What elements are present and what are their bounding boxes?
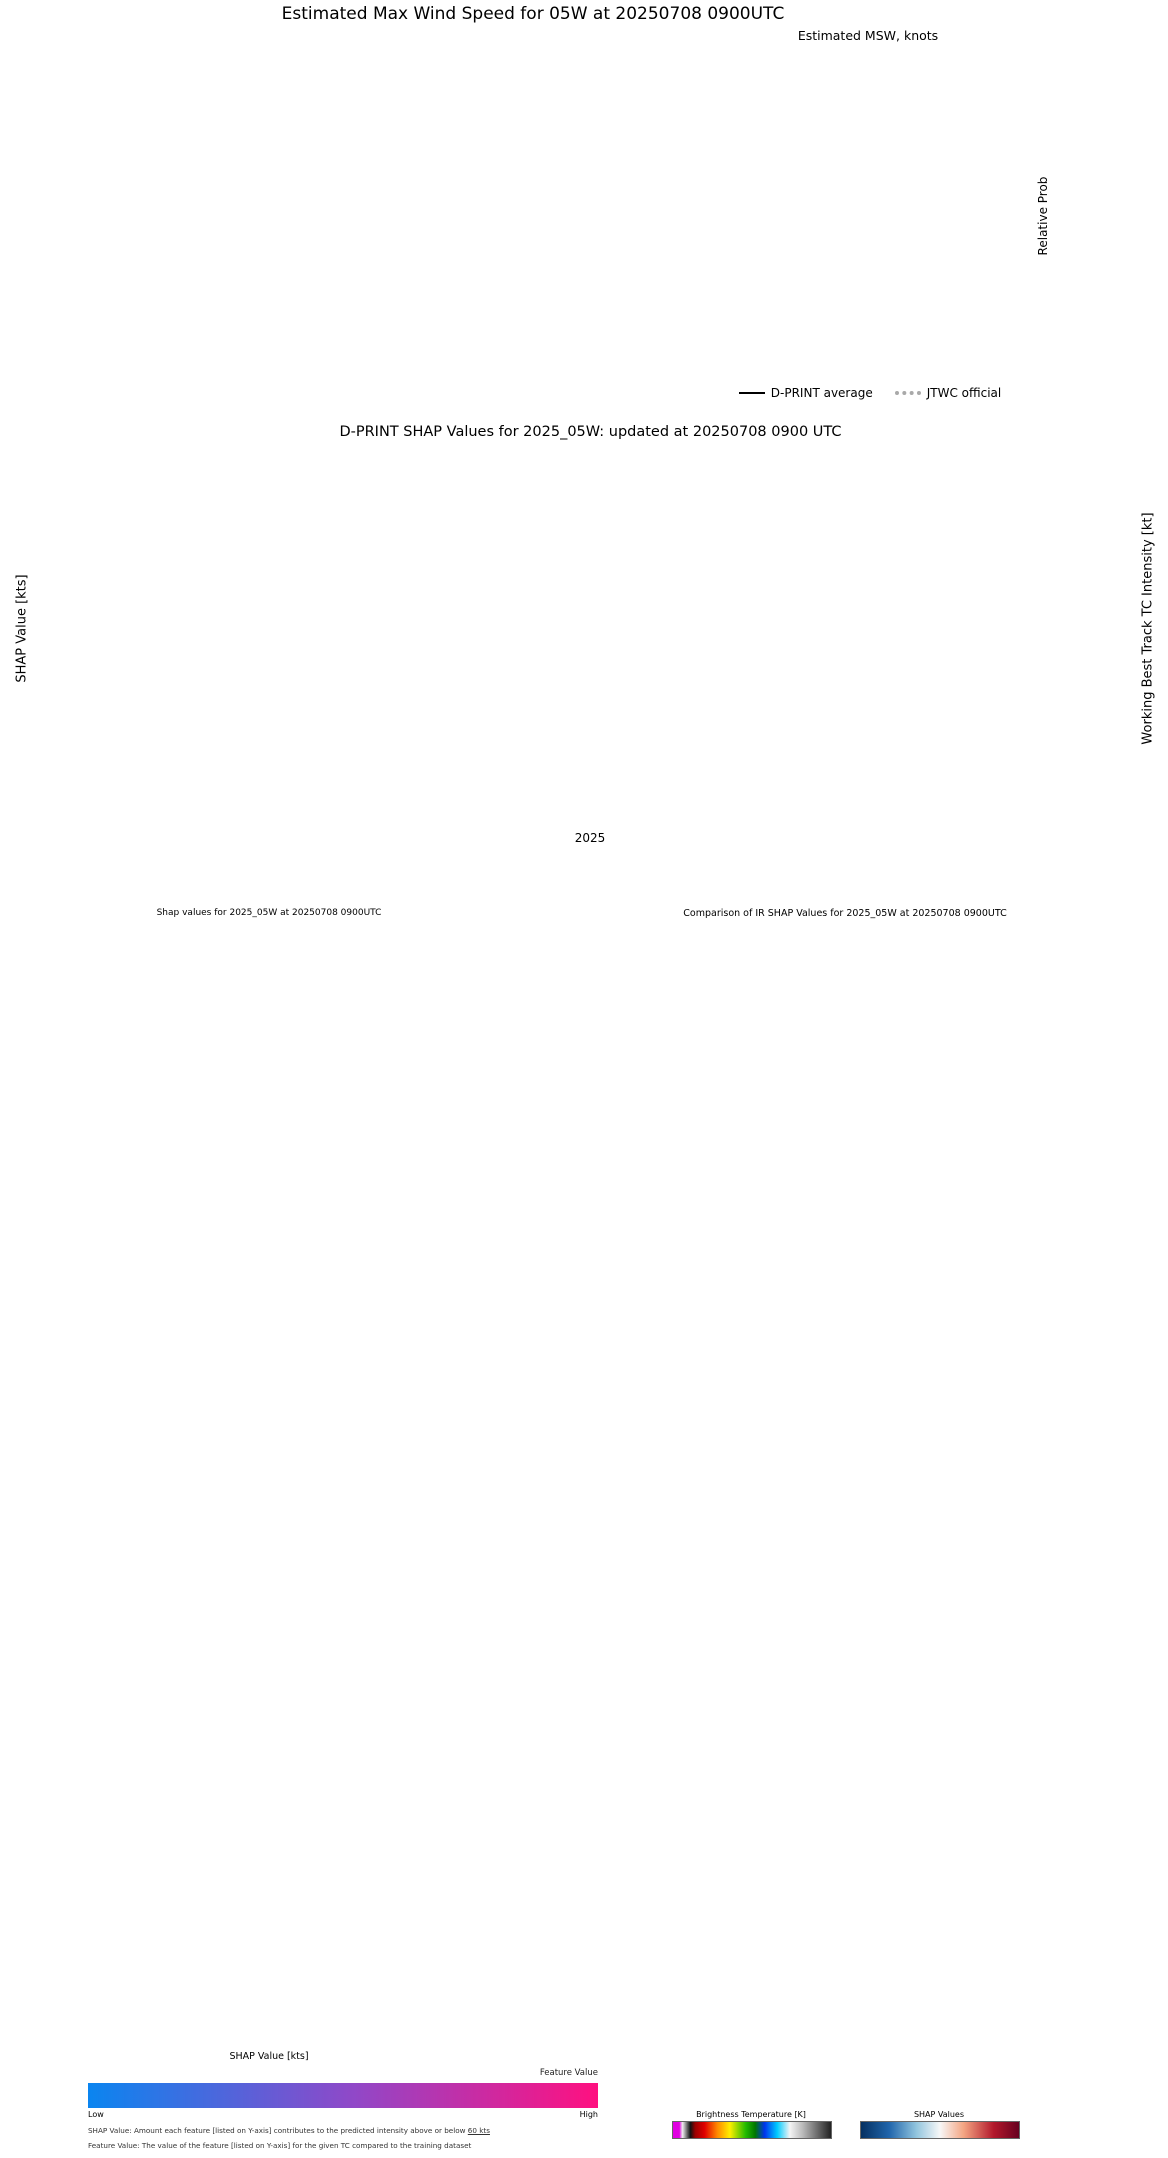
- legend-item-jtwc: [895, 386, 1002, 400]
- bt-colorbar-title: Brightness Temperature [K]: [696, 2110, 806, 2119]
- legend-item-dprint: [739, 386, 873, 400]
- timeseries-legend-row2: [88, 874, 1093, 892]
- timeseries-ylabel-right: Working Best Track TC Intensity [kt]: [1140, 512, 1156, 745]
- shap-values-colorbar: [860, 2121, 1020, 2139]
- page-title: Estimated Max Wind Speed for 05W at 20250708 0900UTC: [281, 4, 785, 24]
- histogram-legend: [640, 384, 1100, 402]
- colorbar-low-label: Low: [88, 2110, 104, 2119]
- feature-value-colorbar: [88, 2083, 598, 2108]
- footnote-underlined: 60 kts: [467, 2126, 490, 2135]
- shap-colorbar-title: SHAP Values: [913, 2110, 965, 2119]
- footnote-text: SHAP Value: Amount each feature [listed on Y-axis] contributes to the predicted intensity above or below: [88, 2126, 468, 2135]
- timeseries-ylabel-left: SHAP Value [kts]: [14, 574, 30, 683]
- dotplot-title: Shap values for 2025_05W at 20250708 0900UTC: [156, 908, 382, 918]
- dotted-line-swatch: [895, 391, 921, 395]
- dotplot-xlabel: SHAP Value [kts]: [229, 2051, 309, 2062]
- colorbar-high-label: High: [579, 2110, 598, 2119]
- footnote-feature-value: Feature Value: The value of the feature [listed on Y-axis] for the given TC compared to the training dataset: [88, 2141, 472, 2150]
- timeseries-xlabel: 2025: [574, 831, 606, 845]
- timeseries-legend-row1: [88, 850, 1093, 868]
- comparison-title: Comparison of IR SHAP Values for 2025_05W at 20250708 0900UTC: [683, 908, 1007, 919]
- histogram-title: Estimated MSW, knots: [797, 28, 939, 43]
- feature-value-colorbar-title: Feature Value: [539, 2068, 598, 2078]
- legend-label: D-PRINT average: [770, 386, 873, 400]
- ir-thumbnail-strip: [0, 0, 760, 290]
- bt-colorbar: [672, 2121, 832, 2139]
- legend-label: JTWC official: [926, 386, 1002, 400]
- solid-line-swatch: [739, 392, 765, 395]
- timeseries-title: D-PRINT SHAP Values for 2025_05W: updated at 20250708 0900 UTC: [339, 424, 842, 440]
- histogram-ylabel: Relative Prob: [1036, 176, 1050, 256]
